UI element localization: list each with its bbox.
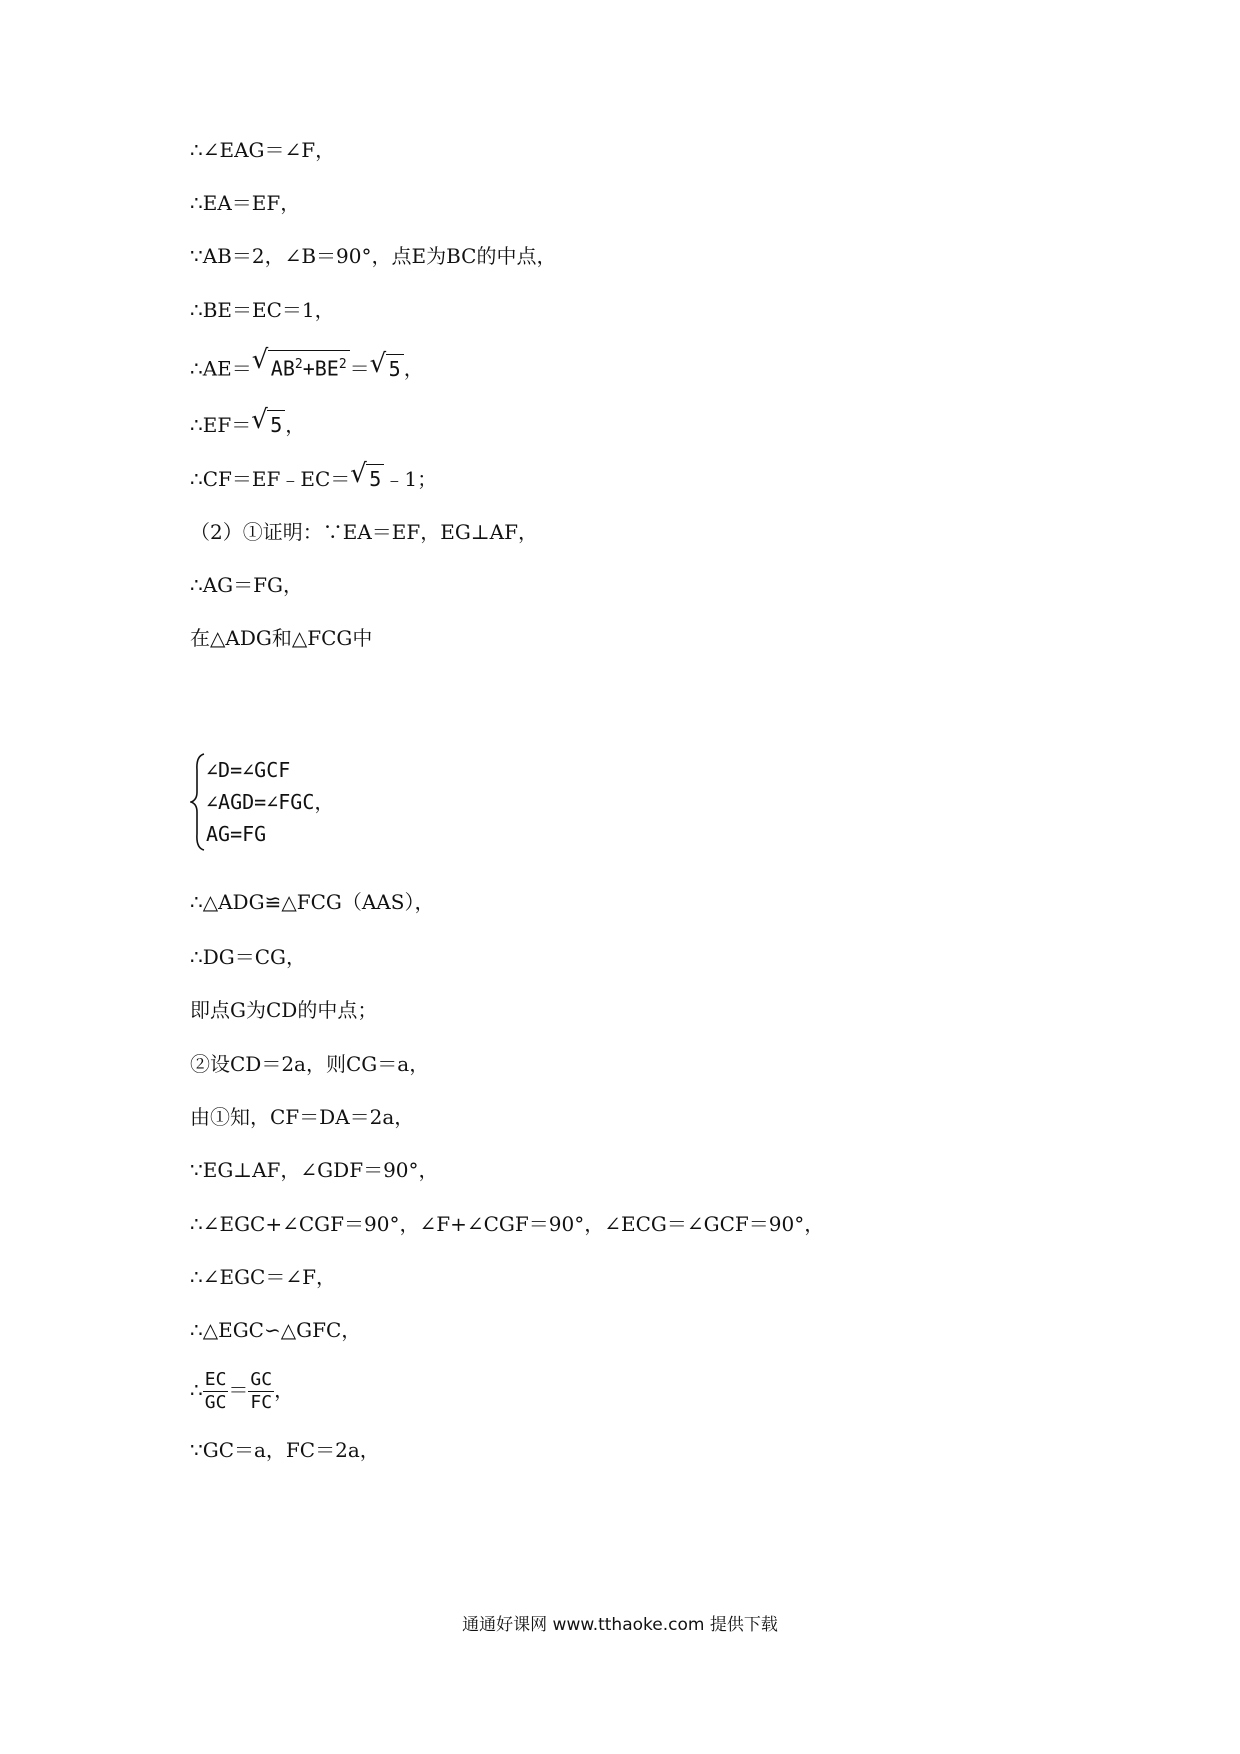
- proof-line-cf: ∴CF＝EF﹣EC＝ √ 5 ﹣1；: [190, 459, 438, 491]
- proof-line-ae: ∴AE＝ √ $AB^2+BE^2$ ＝ √ 5 ，: [190, 345, 424, 381]
- fraction-gc-fc: $\frac{GC}{FC}$: [250, 1369, 273, 1413]
- proof-line-congruent: ∴△ADG≌△FCG（AAS），: [190, 890, 435, 914]
- proof-line-cf-da: 由①知，CF＝DA＝2a，: [190, 1105, 415, 1129]
- system-line-2: ∠AGD=∠FGC，: [206, 790, 335, 814]
- proof-line-egc-f: ∴∠EGC＝∠F，: [190, 1265, 336, 1289]
- proof-line-eg-perp: ∵EG⊥AF，∠GDF＝90°，: [190, 1158, 439, 1182]
- proof-line-similar: ∴△EGC∽△GFC，: [190, 1318, 362, 1342]
- sqrt-5-cf: √ 5: [350, 464, 384, 493]
- proof-line-angles: ∴∠EGC+∠CGF＝90°，∠F+∠CGF＝90°，∠ECG＝∠GCF＝90°，: [190, 1212, 825, 1236]
- proof-line-1: ∴∠EAG＝∠F，: [190, 138, 336, 162]
- proof-line-part2: （2）①证明：∵EA＝EF，EG⊥AF，: [190, 520, 538, 544]
- sqrt-ab2-be2: √ $AB^2+BE^2$: [252, 350, 350, 383]
- left-brace: [190, 752, 206, 852]
- proof-line-in-triangles: 在△ADG和△FCG中: [190, 626, 373, 650]
- proof-line-2: ∴EA＝EF，: [190, 191, 301, 215]
- sqrt-5-ef: √ 5: [251, 410, 285, 439]
- proof-line-ag-fg: ∴AG＝FG，: [190, 573, 303, 597]
- proof-line-ef: ∴EF＝ √ 5 ，: [190, 405, 306, 437]
- proof-line-ratio: ∴ $\frac{EC}{GC}$ ＝ $\frac{GC}{FC}$ ，: [190, 1369, 295, 1413]
- fraction-ec-gc: $\frac{EC}{GC}$: [204, 1369, 227, 1413]
- system-line-1: ∠D=∠GCF: [206, 758, 291, 782]
- ae-prefix: ∴AE＝: [190, 356, 252, 381]
- proof-line-4: ∴BE＝EC＝1，: [190, 298, 335, 322]
- page-footer: 通通好课网 www.tthaoke.com 提供下载: [462, 1615, 778, 1635]
- proof-line-let-cd: ②设CD＝2a，则CG＝a，: [190, 1052, 430, 1076]
- proof-line-3: ∵AB＝2，∠B＝90°，点E为BC的中点，: [190, 244, 557, 268]
- proof-line-dg-cg: ∴DG＝CG，: [190, 945, 307, 969]
- proof-line-gc-fc: ∵GC＝a，FC＝2a，: [190, 1438, 380, 1462]
- proof-line-midpoint: 即点G为CD的中点；: [190, 998, 378, 1022]
- sqrt-5: √ 5: [370, 354, 404, 383]
- system-line-3: AG=FG: [206, 822, 267, 846]
